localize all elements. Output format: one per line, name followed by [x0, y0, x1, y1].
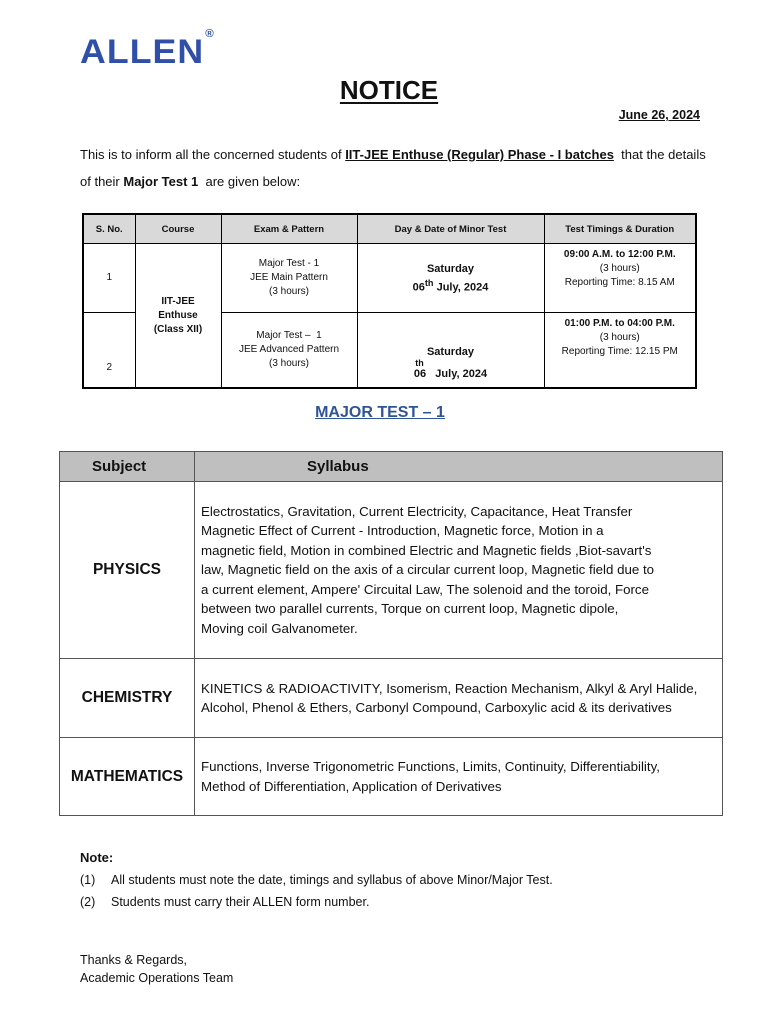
- note-heading: Note:: [80, 850, 114, 865]
- regards-signature: Academic Operations Team: [80, 971, 234, 985]
- header-course: Course: [135, 214, 221, 244]
- exam-line: Major Test – 1: [256, 330, 322, 341]
- registered-mark: ®: [205, 27, 215, 40]
- timing-cell: [544, 244, 696, 313]
- timing-text: 01:00 P.M. to 04:00 P.M.: [564, 318, 675, 329]
- notice-title: NOTICE: [339, 75, 439, 105]
- row-sno: 2: [83, 313, 135, 389]
- header-timings: Test Timings & Duration: [544, 214, 696, 244]
- intro-text-2: that the details of their: [80, 147, 710, 189]
- exam-line: Major Test - 1: [258, 258, 320, 269]
- note-item: [80, 873, 553, 887]
- syllabus-row-physics: [60, 482, 723, 659]
- header-day-date: Day & Date of Minor Test: [357, 214, 544, 244]
- note-text: All students must note the date, timings and syllabus of above Minor/Major Test.: [111, 873, 553, 887]
- day-text: Saturday: [426, 262, 475, 275]
- intro-text-1: This is to inform all the concerned students of: [80, 147, 346, 162]
- day-text: Saturday: [426, 346, 475, 358]
- schedule-header-row: [83, 214, 696, 244]
- exam-line: JEE Main Pattern: [250, 272, 328, 283]
- regards-line: Thanks & Regards,: [80, 953, 187, 967]
- major-test-title: MAJOR TEST – 1: [315, 404, 445, 421]
- exam-cell: [221, 313, 357, 389]
- intro-test: Major Test 1: [123, 174, 199, 189]
- date-rest: July, 2024: [433, 281, 489, 294]
- syllabus-line: Moving coil Galvanometer.: [201, 620, 358, 636]
- date-rest: July, 2024: [426, 368, 488, 380]
- day-date-cell: [357, 244, 544, 313]
- note-number: (2): [80, 895, 96, 909]
- syllabus-physics: [195, 482, 723, 659]
- syllabus-row-chemistry: [60, 659, 723, 738]
- syllabus-line: Electrostatics, Gravitation, Current Electricity, Capacitance, Heat Transfer: [201, 503, 633, 519]
- course-line: (Class XII): [153, 323, 203, 335]
- reporting-text: Reporting Time: 12.15 PM: [561, 346, 678, 357]
- timing-cell: [544, 313, 696, 389]
- date-day: 06: [412, 281, 425, 294]
- logo-text: ALLEN: [80, 33, 205, 71]
- note-number: (1): [80, 873, 96, 887]
- intro-batch: IIT-JEE Enthuse (Regular) Phase - I batches: [345, 147, 614, 162]
- syllabus-table: [59, 451, 723, 816]
- course-cell: [135, 244, 221, 389]
- syllabus-line: law, Magnetic field on the axis of a circular current loop, Magnetic field due to: [201, 562, 655, 578]
- syllabus-line: between two parallel currents, Torque on current loop, Magnetic dipole,: [201, 601, 619, 617]
- allen-logo: [80, 27, 215, 72]
- intro-paragraph: [80, 141, 720, 195]
- subject-mathematics: MATHEMATICS: [60, 738, 195, 816]
- exam-line: (3 hours): [268, 286, 309, 297]
- timing-text: 09:00 A.M. to 12:00 P.M.: [563, 249, 676, 260]
- date-day: 06: [413, 368, 427, 380]
- header-sno: S. No.: [83, 214, 135, 244]
- exam-cell: [221, 244, 357, 313]
- syllabus-line: Magnetic Effect of Current - Introduction, Magnetic force, Motion in a: [201, 523, 604, 539]
- header-subject: Subject: [60, 452, 195, 482]
- exam-line: JEE Advanced Pattern: [238, 344, 340, 355]
- notice-date: June 26, 2024: [618, 108, 700, 122]
- schedule-row: [83, 244, 696, 313]
- day-date-cell: [357, 313, 544, 389]
- syllabus-line: magnetic field, Motion in combined Electric and Magnetic fields ,Biot-savart's: [201, 542, 652, 558]
- syllabus-mathematics: [195, 738, 723, 816]
- course-line: Enthuse: [158, 309, 198, 321]
- duration-text: (3 hours): [599, 263, 640, 274]
- regards-block: [80, 951, 233, 987]
- note-section: [80, 850, 553, 917]
- intro-text-3: are given below:: [198, 174, 301, 189]
- duration-text: (3 hours): [599, 332, 640, 343]
- note-text: Students must carry their ALLEN form number.: [111, 895, 370, 909]
- header-exam: Exam & Pattern: [221, 214, 357, 244]
- exam-line: (3 hours): [268, 358, 309, 369]
- syllabus-row-mathematics: [60, 738, 723, 816]
- syllabus-header-row: [60, 452, 723, 482]
- syllabus-chemistry: [195, 659, 723, 738]
- syllabus-line: Functions, Inverse Trigonometric Functions, Limits, Continuity, Differentiability,: [201, 759, 660, 774]
- course-line: IIT-JEE: [161, 295, 195, 307]
- syllabus-line: KINETICS & RADIOACTIVITY, Isomerism, Reaction Mechanism, Alkyl & Aryl Halide,: [201, 680, 698, 696]
- date-sup: th: [424, 277, 434, 288]
- row-sno: 1: [83, 244, 135, 313]
- header-syllabus: Syllabus: [195, 452, 723, 482]
- syllabus-line: Method of Differentiation, Application of Derivatives: [201, 778, 502, 794]
- subject-chemistry: CHEMISTRY: [60, 659, 195, 738]
- note-item: [80, 895, 553, 909]
- date-sup: th: [415, 358, 424, 368]
- syllabus-line: a current element, Ampere' Circuital Law, The solenoid and the toroid, Force: [201, 581, 649, 597]
- reporting-text: Reporting Time: 8.15 AM: [564, 277, 675, 288]
- subject-physics: PHYSICS: [60, 482, 195, 659]
- schedule-table: [82, 213, 697, 389]
- syllabus-line: Alcohol, Phenol & Ethers, Carbonyl Compound, Carboxylic acid & its derivatives: [201, 700, 672, 715]
